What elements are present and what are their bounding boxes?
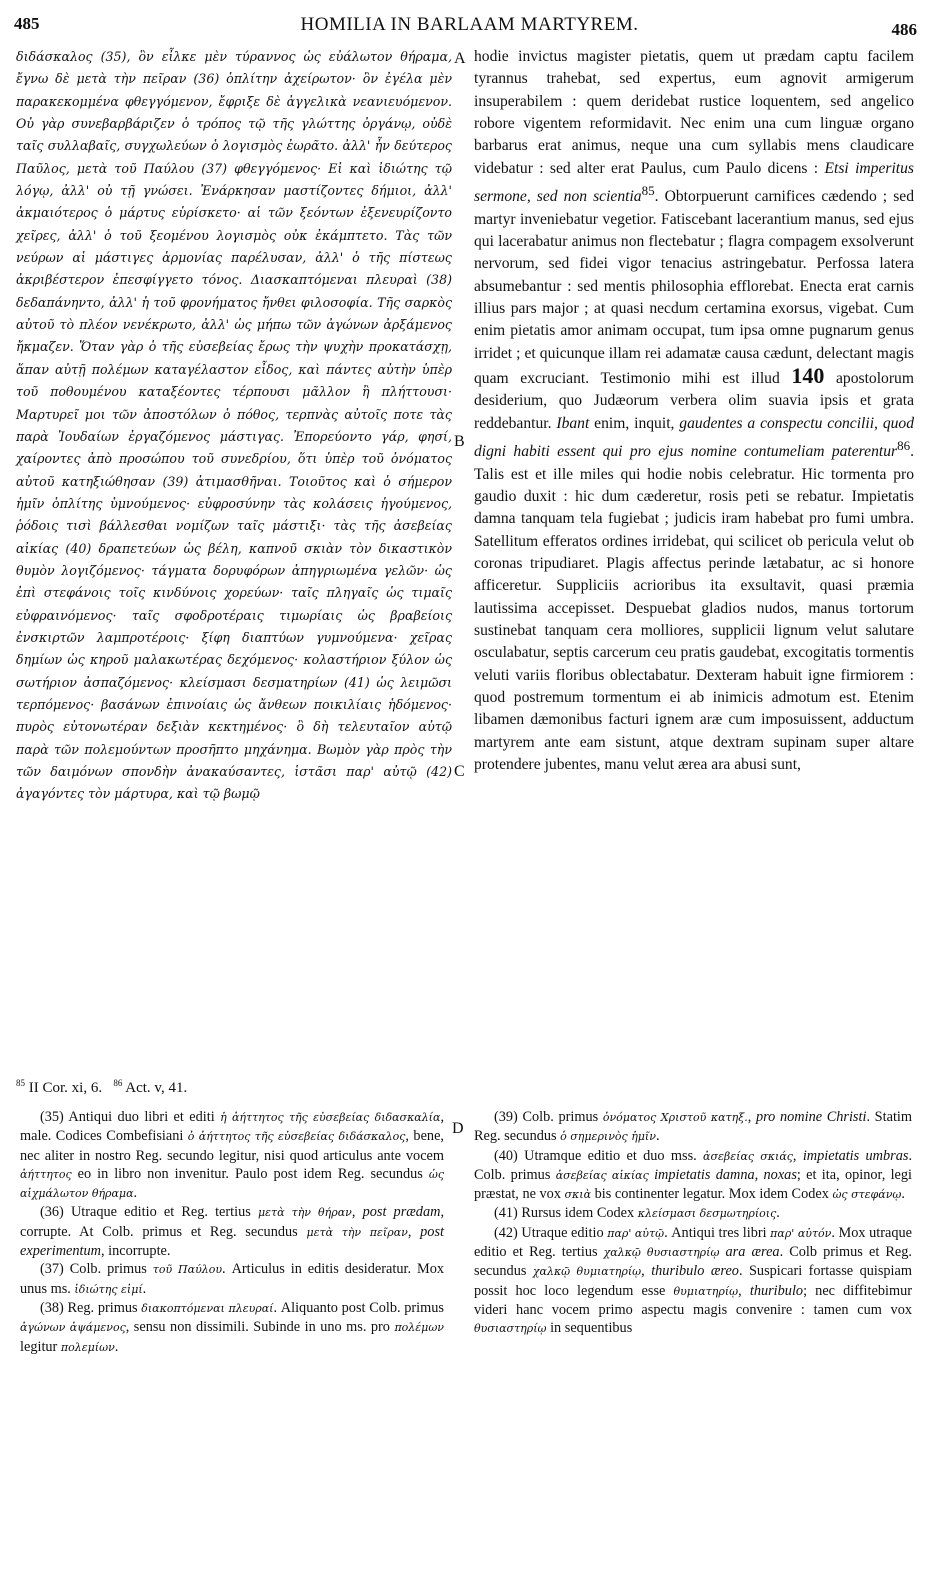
latin-text-part: . Talis est et ille miles qui hodie nobis celebratur. Hic tormenta pro gaudio duxit : hic dum cæderetur, rosis peti se rebatur. Impietatis damna tanquam tela fugiebat ; judicis iram habebat pro fumi umbra. Satellitum efferatos ordines irridebat, qui scilicet ob pericula velut ob coronas tripudiaret. Plagis affectus perinde lætabatur, ac si honore afficeretur. Suppliciis acrioribus ita exsultavit, quasi præmia lautissima accepisset. Despuebat gladios nudos, manus tortorum sustinebat tanquam cera molliores, supplicii lignum velut salutare osculabatur, septis carcerum ceu pratis gaudebat, excogitatis tormentis veluti variis floribus oblectabatur. Dexteram habuit igne firmiorem : quod postremum tormentum ei ab inimicis admotum est. Etenim libamen dæmonibus facturi ignem aræ cum imposuissent, adductum martyrem ante eam sistunt, atque dextram supinam super altare protendere jubentes, manu velut ærea ara abusi sunt, xyxy=(474,443,914,774)
footnote-number: 86 xyxy=(113,1078,123,1088)
running-title: HOMILIA IN BARLAAM MARTYREM. xyxy=(300,14,639,35)
note-41: (41) Rursus idem Codex κλείσμασι δεσμωτηρίοις. xyxy=(494,1205,780,1222)
column-number: 140 xyxy=(791,363,825,388)
latin-text-part: apostolorum desiderium, quo Judæorum verbera olim suavia ipsis et grata reddebantur. xyxy=(474,370,914,432)
footnote-marker: 85 xyxy=(641,183,655,199)
footnote-text: Act. v, 41. xyxy=(122,1080,188,1096)
margin-letter-a: A xyxy=(454,50,466,67)
note-38: (38) Reg. primus διακοπτόμεναι πλευραί. Aliquanto post Colb. primus ἀγώνων ἀψάμενος, sensu non dissimili. Subinde in uno ms. pro πολέμων legitur πολεμίων. xyxy=(20,1299,444,1355)
note-39: (39) Colb. primus ὀνόματος Χριστοῦ κατηξ., pro nomine Christi. Statim Reg. secundus ὁ σημερινὸς ἡμῖν. xyxy=(474,1109,913,1145)
notes-right-column xyxy=(474,1108,912,1339)
scripture-references xyxy=(16,1078,436,1097)
margin-letter-d: D xyxy=(452,1120,464,1137)
margin-letter-c: C xyxy=(454,763,465,780)
page-number-left: 485 xyxy=(14,14,40,33)
latin-text-part: hodie invictus magister pietatis, quem ut prædam captu facilem tyrannus trahebat, sed expertus, eum agnovit armigerum insuperabilem : quem deridebat rustice loquentem, sed angelico robore vigentem reformidavit. Nec enim una cum linguæ organo barbarus erat animus, neque una cum syllabis mens claudicare videbatur : sed alter erat Paulus, cum Paulo dicens : xyxy=(474,48,914,177)
greek-text-column xyxy=(16,46,452,806)
latin-text-column xyxy=(474,46,914,776)
note-40: (40) Utramque editio et duo mss. ἀσεβείας σκιάς, impietatis umbras. Colb. primus ἀσεβείας αἰκίας impietatis damna, noxas; et ita, opinor, legi præstat, ne vox σκιὰ bis continenter legatur. Mox idem Codex ὡς στεφάνῳ. xyxy=(474,1147,913,1203)
latin-text-part: . Obtorpuerunt carnifices cædendo ; sed martyr inveniebatur vegetior. Fatiscebant lacerantium manus, sed ejus qui lacerabatur animus non flectebatur ; flagra compagem exsolverunt nervorum, sed fidei vigor tenacius astringebatur. Perfossa latera absumebantur : sed mentis philosophia efflorebat. Enecta erat carnis illius pars major ; at quasi necdum certamina exorsus, vigebat. Cum enim pietatis amor animam occupat, tum ipsa omne pugnarum genus irridet ; et quicunque illam rei adamatæ causa cædunt, delectant magis quam excruciant. Testimonio mihi est illud xyxy=(474,188,914,387)
latin-quote: Ibant xyxy=(556,414,590,432)
margin-letter-b: B xyxy=(454,433,465,450)
latin-text-part: enim, inquit, xyxy=(589,414,680,432)
note-42: (42) Utraque editio παρ' αὐτῷ. Antiqui tres libri παρ' αὐτόν. Mox utraque editio et Reg. tertius χαλκῷ θυσιαστηρίῳ ara ærea. Colb primus et Reg. secundus χαλκῷ θυμιατηρίῳ, thuribulo æreo. Suspicari fortasse quispiam possit hoc loco legendum esse θυμιατηρίῳ, thuribulo; nec diffitebimur videri hanc vocem primo aspectu magis convenire : tamen cum vox θυσιαστηρίῳ in sequentibus xyxy=(474,1224,913,1337)
footnote-number: 85 xyxy=(16,1078,25,1088)
note-36: (36) Utraque editio et Reg. tertius μετὰ τὴν θήραν, post prædam, corrupte. At Colb. primus et Reg. secundus μετὰ τὴν πεῖραν, post experimentum, incorrupte. xyxy=(20,1204,445,1260)
footnote-text: II Cor. xi, 6. xyxy=(25,1080,103,1096)
footnote-marker: 86 xyxy=(897,438,911,454)
notes-left-column xyxy=(20,1108,444,1357)
page-number-right: 486 xyxy=(891,20,917,39)
page-header xyxy=(0,0,939,40)
latin-quote: Etsi imperitus sermone, sed non scientia xyxy=(474,159,914,206)
note-37: (37) Colb. primus τοῦ Παύλου. Articulus in editis desideratur. Mox unus ms. ἰδιώτης εἰμί. xyxy=(20,1261,444,1297)
note-35: (35) Antiqui duo libri et editi ἡ ἀήττητος τῆς εὐσεβείας διδασκαλία, male. Codices Combefisiani ὁ ἀήττητος τῆς εὐσεβείας διδάσκαλος, bene, nec aliter in nostro Reg. secundo legitur, nisi quod articulus ante vocem ἀήττητος eo in libro non invenitur. Paulo post idem Reg. secundus ὡς αἰχμάλωτον θήραμα. xyxy=(20,1109,445,1202)
latin-text xyxy=(474,46,914,776)
latin-quote: gaudentes a conspectu concilii, quod digni habiti essent qui pro ejus nomine contumeliam paterentur xyxy=(474,414,915,461)
greek-text: διδάσκαλος (35), ὃν εἶλκε μὲν τύραννος ὡς εὐάλωτον θήραμα, ἔγνω δὲ μετὰ τὴν πεῖραν (36) ὁπλίτην ἀχείρωτον· ὃν ἐγέλα μὲν παρακεκομμένα φθεγγόμενον, ἔφριξε δὲ ἀγγελικὰ νεανιευόμενον. Οὐ γὰρ συνεβαρβάριζεν ὁ τρόπος τῷ τῆς γλώττης ὀργάνῳ, οὐδὲ ταῖς συλλαβαῖς, συγχωλεύων ὁ λογισμὸς ἐωρᾶτο. ἀλλ' ἦν δεύτερος Παῦλος, μετὰ τοῦ Παύλου (37) φθεγγόμενος· Εἰ καὶ ἰδιώτης τῷ λόγῳ, ἀλλ' οὐ τῇ γνώσει. Ἐνάρκησαν μαστίζοντες δήμιοι, ἀλλ' ἀκμαιότερος ὁ μάρτυς εὑρίσκετο· αἱ τῶν ξεόντων ἐξενευρίζοντο χεῖρες, ἀλλ' ὁ τοῦ ξεομένου λογισμὸς οὐκ ἐκάμπτετο. Τὰς τῶν νεύρων αἱ μάστιγες ἁρμονίας παρέλυσαν, ἀλλ' ὁ τῆς πίστεως ἀκριβέστερον ἐπεσφίγγετο τόνος. Διασκαπτόμεναι πλευραὶ (38) δεδαπάνηντο, ἀλλ' ἡ τοῦ φρονήματος ἤνθει φιλοσοφία. Τῆς σαρκὸς αὐτοῦ τὸ πλέον νενέκρωτο, ἀλλ' ὡς μήπω τῶν ἀγώνων ἀρξάμενος ἤκμαζεν. Ὅταν γὰρ ὁ τῆς εὐσεβείας ἔρως τὴν ψυχὴν προκατάσχῃ, ἅπαν αὐτῇ πολέμων καταγέλαστον εἶδος, καὶ πάντες αὐτὴν ὑπὲρ τοῦ ποθουμένου καταξέοντες τέρπουσι μᾶλλον ἢ πλήττουσι· Μαρτυρεῖ μοι τῶν ἀποστόλων ὁ πόθος, τερπνὰς αὐτοῖς ποτε τὰς παρὰ Ἰουδαίων ἐργαζόμενος μάστιγας. Ἐπορεύοντο γάρ, φησί, χαίροντες ἀπὸ προσώπου τοῦ συνεδρίου, ὅτι ὑπὲρ τοῦ ὀνόματος αὐτοῦ κατηξιώθησαν (39) ἀτιμασθῆναι. Τοιοῦτος καὶ ὁ σήμερον ἡμῖν ὁπλίτης ὑμνούμενος· εὐφροσύνην τὰς κολάσεις ἡγούμενος, ῥόδοις τισὶ βάλλεσθαι νομίζων ταῖς μάστιξι· τὰς τῆς ἀσεβείας αἰκίας (40) δραπετεύων ὡς βέλη, καπνοῦ σκιὰν τὸν δικαστικὸν θυμὸν λογιζόμενος· τάγματα δορυφόρων ἀπηγριωμένα γελῶν· ὡς ἐπὶ στεφάνοις τοῖς κινδύνοις χορεύων· ταῖς πληγαῖς ὡς τιμαῖς εὐφραινόμενος· ταῖς σφοδροτέραις τιμωρίαις ὡς βραβείοις ἐνσκιρτῶν λαμπροτέροις· ξίφη διαπτύων γυμνούμενα· χεῖρας δημίων ὡς κηροῦ μαλακωτέρας δεχόμενος· κολαστήριον ξύλον ὡς σωτήριον ἀσπαζόμενος· κλείσμασι δεσματηρίων (41) ὡς λειμῶσι τερπόμενος· βασάνων ἐπινοίαις ὡς ἄνθεων ποικιλίαις ἡδόμενος· πυρὸς εὐτονωτέραν δεξιὰν κεκτημένος· ὃ δὴ τελευταῖον αὐτῷ παρὰ τῶν πολεμούντων προσῆπτο μηχάνημα. Βωμὸν γὰρ πρὸς τὴν τῶν δαιμόνων σπονδὴν ἀνακαύσαντες, ἱστᾶσι παρ' αὐτῷ (42) ἀγαγόντες τὸν μάρτυρα, καὶ τῷ βωμῷ xyxy=(16,49,452,802)
